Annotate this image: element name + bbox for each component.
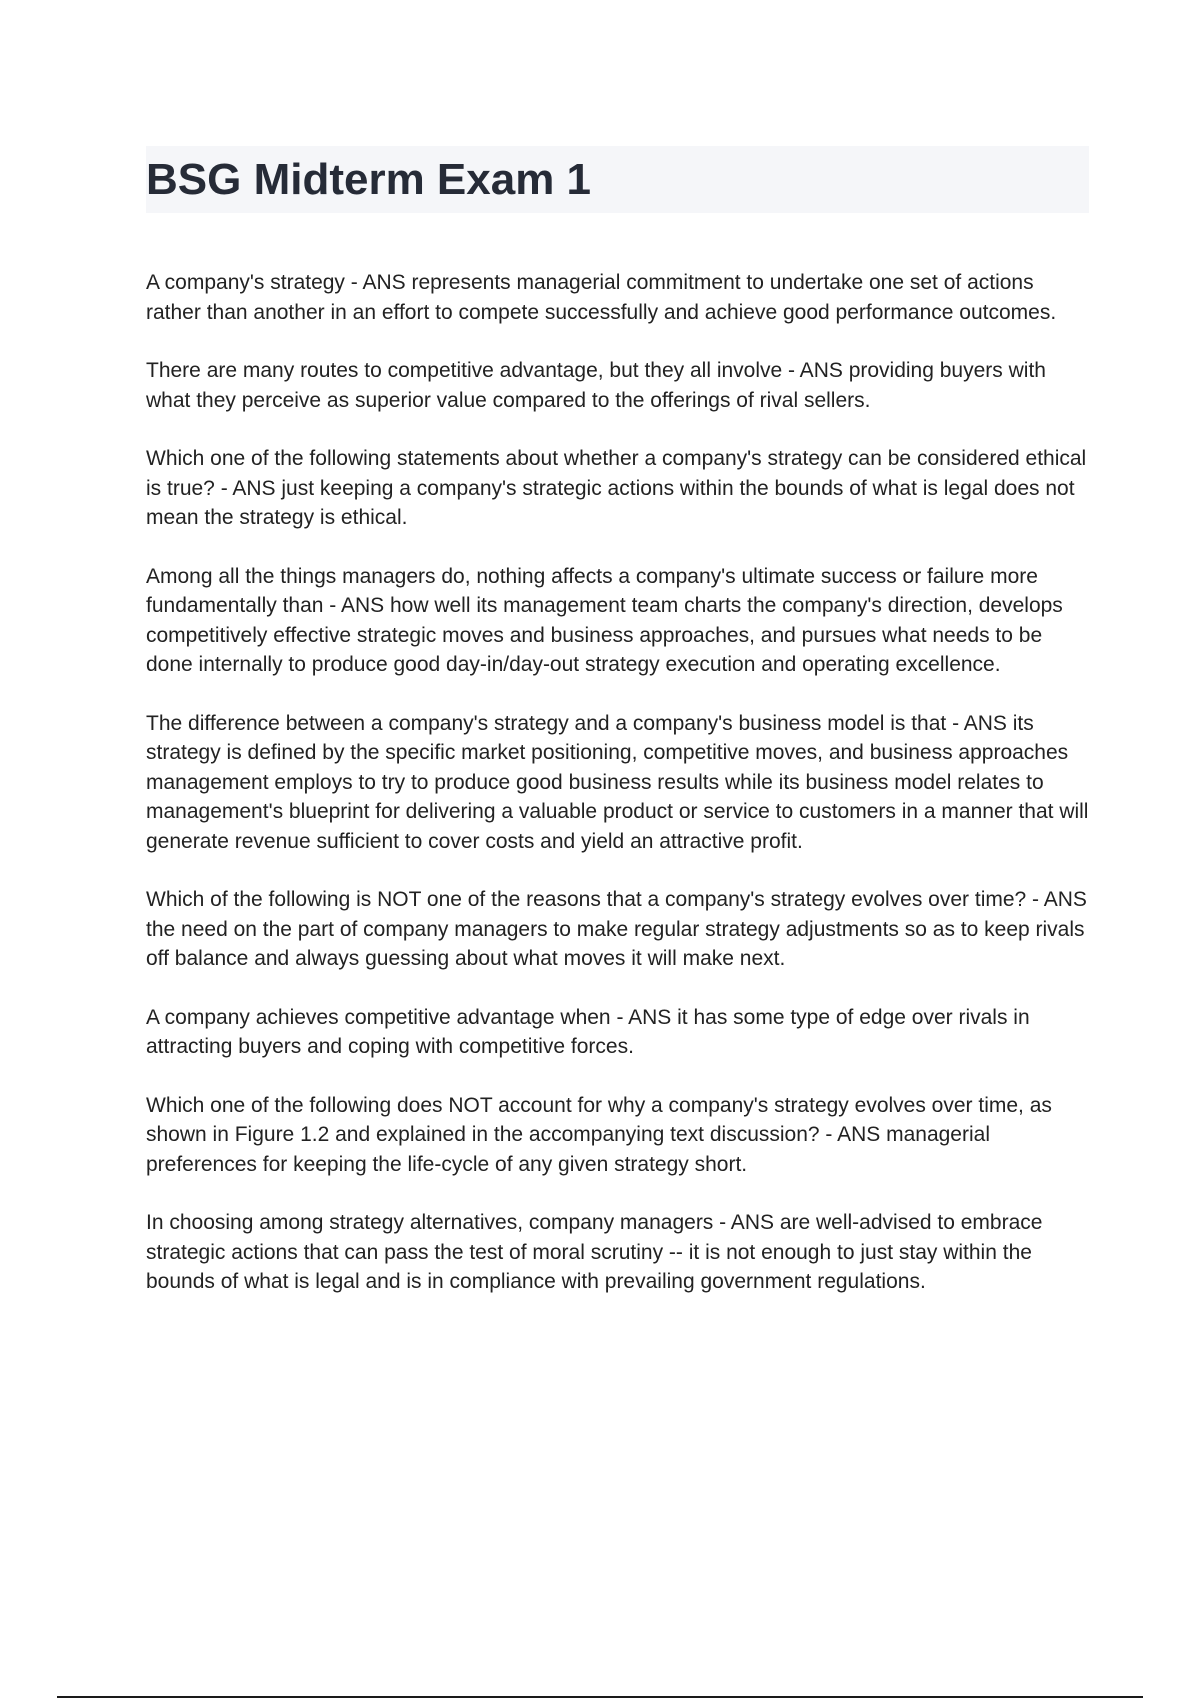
qa-item-6: Which of the following is NOT one of the reasons that a company's strategy evolves over time? - ANS the need on the part of company managers to make regular strategy adjustments so as to keep rivals off balance and always guessing about what moves it will make next. bbox=[146, 888, 1087, 970]
qa-item-5: The difference between a company's strategy and a company's business model is that - ANS its strategy is defined by the specific market positioning, competitive moves, and business approaches management employs to try to produce good business results while its business model relates to management's blueprint for delivering a valuable product or service to customers in a manner that will generate revenue sufficient to cover costs and yield an attractive profit. bbox=[146, 711, 1089, 853]
qa-item-8: Which one of the following does NOT account for why a company's strategy evolves over time, as shown in Figure 1.2 and explained in the accompanying text discussion? - ANS managerial preferences for keeping the life-cycle of any given strategy short. bbox=[146, 1093, 1052, 1176]
qa-list bbox=[146, 268, 1091, 1326]
qa-item-1: A company's strategy - ANS represents managerial commitment to undertake one set of actions rather than another in an effort to compete successfully and achieve good performance outcomes. bbox=[146, 271, 1057, 324]
qa-item-2: There are many routes to competitive advantage, but they all involve - ANS providing buyers with what they perceive as superior value compared to the offerings of rival sellers. bbox=[146, 359, 1046, 412]
document-title: BSG Midterm Exam 1 bbox=[146, 155, 592, 204]
qa-item-9: In choosing among strategy alternatives, company managers - ANS are well-advised to embrace strategic actions that can pass the test of moral scrutiny -- it is not enough to just stay within the bounds of what is legal and is in compliance with prevailing government regulations. bbox=[146, 1211, 1043, 1293]
bottom-rule bbox=[57, 1696, 1143, 1698]
qa-item-4: Among all the things managers do, nothing affects a company's ultimate success or failure more fundamentally than - ANS how well its management team charts the company's direction, develops competitively effective strategic moves and business approaches, and pursues what needs to be done internally to produce good day-in/day-out strategy execution and operating excellence. bbox=[146, 564, 1063, 676]
qa-item-3: Which one of the following statements about whether a company's strategy can be considered ethical is true? - ANS just keeping a company's strategic actions within the bounds of what is legal does not mean the strategy is ethical. bbox=[146, 447, 1087, 529]
qa-item-7: A company achieves competitive advantage when - ANS it has some type of edge over rivals in attracting buyers and coping with competitive forces. bbox=[146, 1005, 1030, 1058]
